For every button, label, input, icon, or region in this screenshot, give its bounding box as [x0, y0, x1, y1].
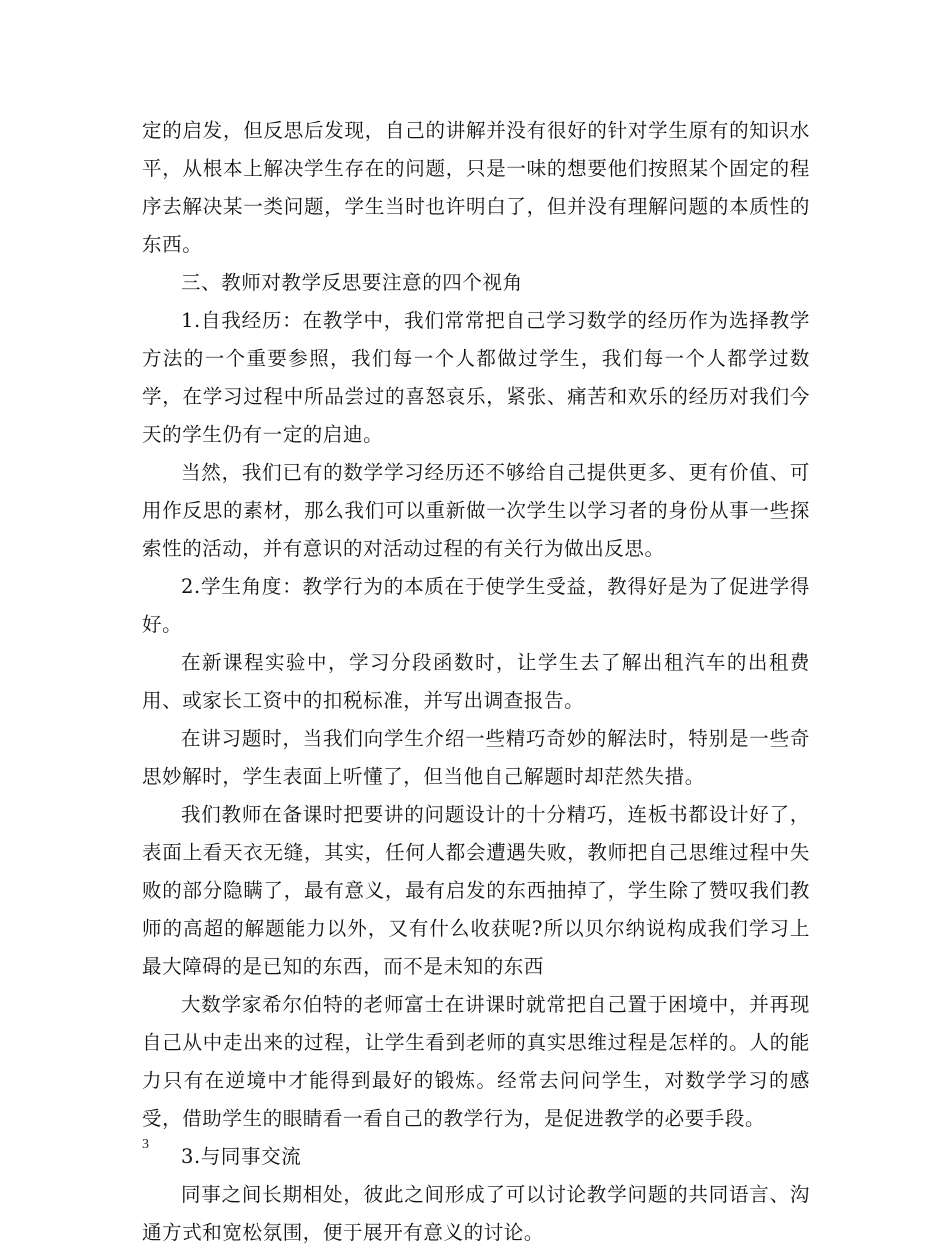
- subheading-colleague-exchange: 3.与同事交流: [181, 1145, 302, 1168]
- document-body: [142, 112, 810, 1252]
- paragraph-7: 在讲习题时，当我们向学生介绍一些精巧奇妙的解法时，特别是一些奇思妙解时，学生表面上听懂了，但当他自己解题时却茫然失措。: [142, 727, 810, 788]
- paragraph-4: 当然，我们已有的数学学习经历还不够给自己提供更多、更有价值、可用作反思的素材，那么我们可以重新做一次学生以学习者的身份从事一些探索性的活动，并有意识的对活动过程的有关行为做出反思。: [142, 461, 810, 560]
- paragraph-student-perspective: 2.学生角度：教学行为的本质在于使学生受益，教得好是为了促进学得好。: [142, 575, 810, 636]
- paragraph-11: 同事之间长期相处，彼此之间形成了可以讨论教学问题的共同语言、沟通方式和宽松氛围，便于展开有意义的讨论。: [142, 1183, 810, 1244]
- paragraph-self-experience: 1.自我经历：在教学中，我们常常把自己学习数学的经历作为选择教学方法的一个重要参照，我们每一个人都做过学生，我们每一个人都学过数学，在学习过程中所品尝过的喜怒哀乐，紧张、痛苦和欢乐的经历对我们今天的学生仍有一定的启迪。: [142, 309, 810, 446]
- paragraph-9: 大数学家希尔伯特的老师富士在讲课时就常把自己置于困境中，并再现自己从中走出来的过程，让学生看到老师的真实思维过程是怎样的。人的能力只有在逆境中才能得到最好的锻炼。经常去问问学生，对数学学习的感受，借助学生的眼睛看一看自己的教学行为，是促进教学的必要手段。: [142, 993, 810, 1130]
- paragraph-8: 我们教师在备课时把要讲的问题设计的十分精巧，连板书都设计好了，表面上看天衣无缝，其实，任何人都会遭遇失败，教师把自己思维过程中失败的部分隐瞒了，最有意义，最有启发的东西抽掉了，学生除了赞叹我们教师的高超的解题能力以外，又有什么收获呢?所以贝尔纳说构成我们学习上最大障碍的是已知的东西，而不是未知的东西: [142, 803, 810, 978]
- section-heading-four-perspectives: 三、教师对教学反思要注意的四个视角: [181, 271, 523, 294]
- paragraph-1: 定的启发，但反思后发现，自己的讲解并没有很好的针对学生原有的知识水平，从根本上解决学生存在的问题，只是一味的想要他们按照某个固定的程序去解决某一类问题，学生当时也许明白了，但并没有理解问题的本质性的东西。: [142, 119, 810, 256]
- paragraph-6: 在新课程实验中，学习分段函数时，让学生去了解出租汽车的出租费用、或家长工资中的扣税标准，并写出调查报告。: [142, 651, 810, 712]
- page-number: 3: [142, 1137, 149, 1152]
